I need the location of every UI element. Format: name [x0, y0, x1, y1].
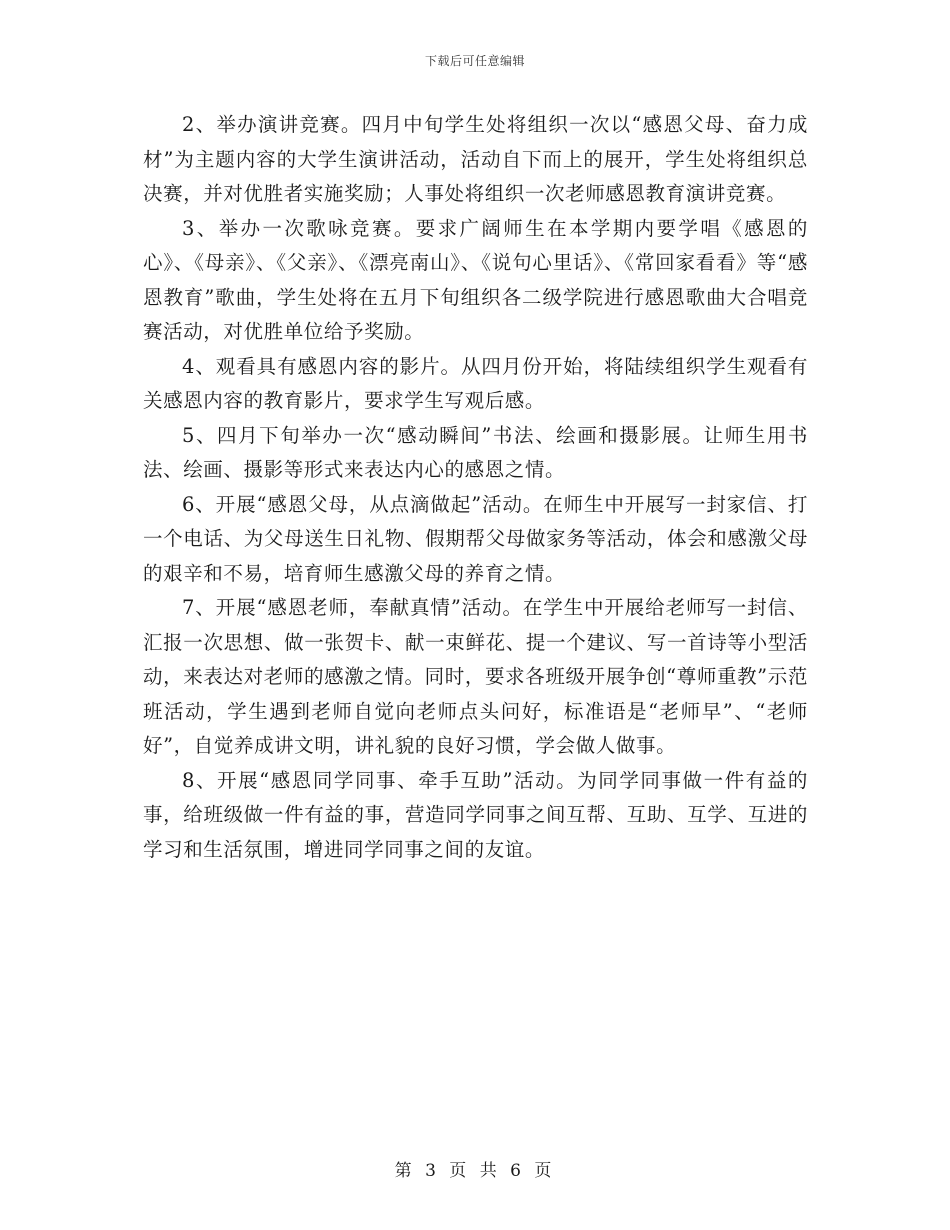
- document-body: [143, 108, 808, 867]
- page-header: 下载后可任意编辑: [424, 54, 525, 68]
- page-number-footer: 第 3 页 共 6 页: [394, 1161, 556, 1181]
- paragraph-item-6: 6、开展“感恩父母，从点滴做起”活动。在师生中开展写一封家信、打一个电话、为父母送生日礼物、假期帮父母做家务等活动，体会和感激父母的艰辛和不易，培育师生感激父母的养育之情。: [143, 492, 808, 585]
- paragraph-item-5: 5、四月下旬举办一次“感动瞬间”书法、绘画和摄影展。让师生用书法、绘画、摄影等形式来表达内心的感恩之情。: [143, 423, 808, 481]
- paragraph-item-7: 7、开展“感恩老师，奉献真情”活动。在学生中开展给老师写一封信、汇报一次思想、做一张贺卡、献一束鲜花、提一个建议、写一首诗等小型活动，来表达对老师的感激之情。同时，要求各班级开展争创“尊师重教”示范班活动，学生遇到老师自觉向老师点头问好，标准语是“老师早”、“老师好”，自觉养成讲文明，讲礼貌的良好习惯，学会做人做事。: [143, 596, 808, 757]
- paragraph-item-4: 4、观看具有感恩内容的影片。从四月份开始，将陆续组织学生观看有关感恩内容的教育影片，要求学生写观后感。: [143, 354, 808, 412]
- paragraph-item-8: 8、开展“感恩同学同事、牵手互助”活动。为同学同事做一件有益的事，给班级做一件有益的事，营造同学同事之间互帮、互助、互学、互进的学习和生活氛围，增进同学同事之间的友谊。: [143, 768, 808, 861]
- paragraph-item-3: 3、举办一次歌咏竞赛。要求广阔师生在本学期内要学唱《感恩的心》、《母亲》、《父亲》、《漂亮南山》、《说句心里话》、《常回家看看》等“感恩教育”歌曲，学生处将在五月下旬组织各二级学院进行感恩歌曲大合唱竞赛活动，对优胜单位给予奖励。: [143, 216, 808, 343]
- paragraph-item-2: 2、举办演讲竞赛。四月中旬学生处将组织一次以“感恩父母、奋力成材”为主题内容的大学生演讲活动，活动自下而上的展开，学生处将组织总决赛，并对优胜者实施奖励；人事处将组织一次老师感恩教育演讲竞赛。: [143, 113, 808, 205]
